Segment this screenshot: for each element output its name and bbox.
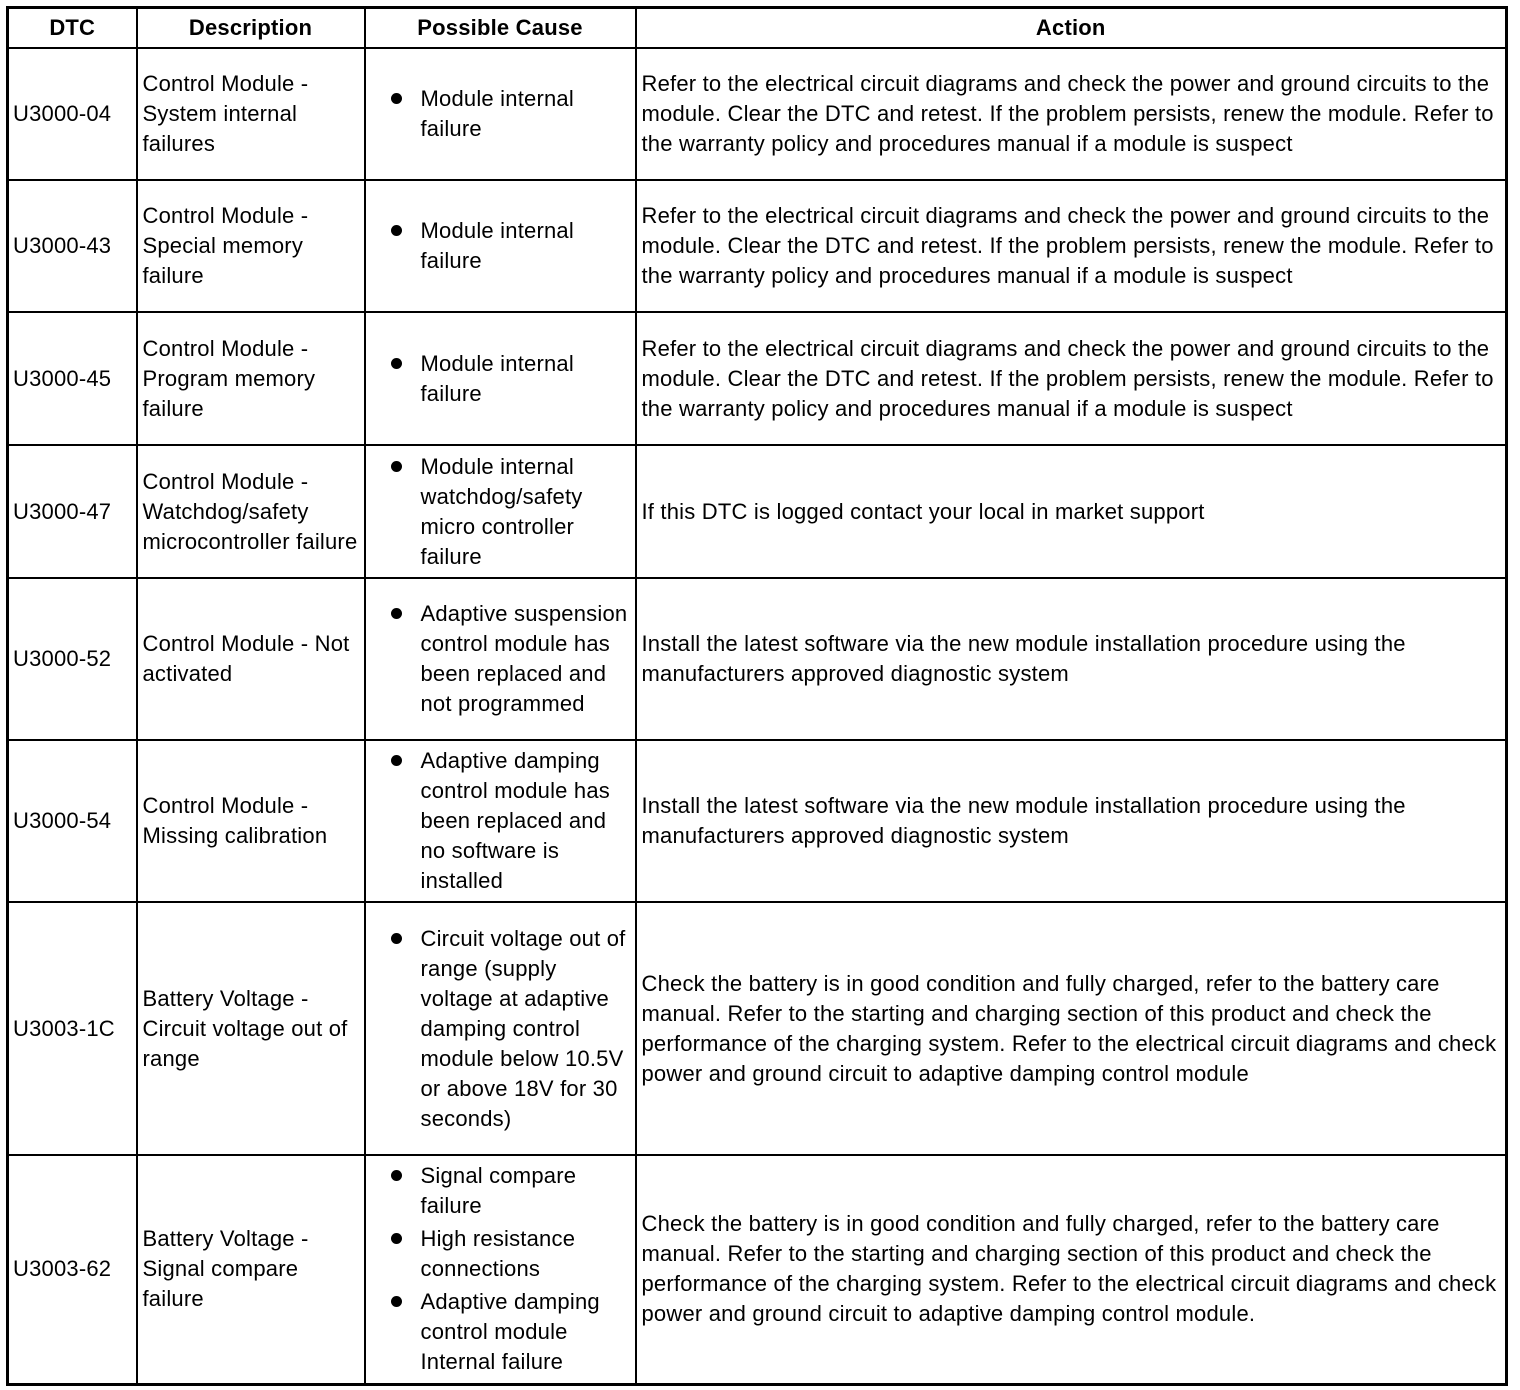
cause-list bbox=[371, 349, 630, 409]
dtc-table bbox=[6, 6, 1508, 1386]
action-cell: Refer to the electrical circuit diagrams and check the power and ground circuits to the module. Clear the DTC and retest. If the problem persists, renew the module. Refer to the warranty policy and procedures manual if a module is suspect bbox=[636, 312, 1507, 445]
bullet-icon bbox=[391, 1170, 402, 1181]
table-row bbox=[8, 180, 1507, 312]
cause-list bbox=[371, 746, 630, 896]
possible-cause-cell bbox=[365, 578, 636, 740]
possible-cause-cell bbox=[365, 445, 636, 578]
bullet-icon bbox=[391, 1296, 402, 1307]
dtc-cell: U3003-62 bbox=[8, 1155, 137, 1384]
header-possible-cause: Possible Cause bbox=[365, 8, 636, 49]
cause-item bbox=[371, 1224, 630, 1284]
action-cell: Check the battery is in good condition and fully charged, refer to the battery care manual. Refer to the starting and charging section of this product and check the performance of the charging system. Refer to the electrical circuit diagrams and check power and ground circuit to adaptive damping control module bbox=[636, 902, 1507, 1155]
bullet-icon bbox=[391, 93, 402, 104]
cause-text: Adaptive suspension control module has been replaced and not programmed bbox=[420, 601, 628, 716]
table-row bbox=[8, 740, 1507, 902]
cause-text: Adaptive damping control module has been replaced and no software is installed bbox=[420, 748, 610, 893]
cause-text: Module internal failure bbox=[420, 350, 574, 406]
header-action: Action bbox=[636, 8, 1507, 49]
dtc-cell: U3000-47 bbox=[8, 445, 137, 578]
action-cell: Refer to the electrical circuit diagrams and check the power and ground circuits to the module. Clear the DTC and retest. If the problem persists, renew the module. Refer to the warranty policy and procedures manual if a module is suspect bbox=[636, 180, 1507, 312]
bullet-icon bbox=[391, 461, 402, 472]
action-cell: Refer to the electrical circuit diagrams and check the power and ground circuits to the module. Clear the DTC and retest. If the problem persists, renew the module. Refer to the warranty policy and procedures manual if a module is suspect bbox=[636, 48, 1507, 180]
dtc-cell: U3000-43 bbox=[8, 180, 137, 312]
table-row bbox=[8, 48, 1507, 180]
cause-list bbox=[371, 452, 630, 572]
cause-item bbox=[371, 924, 630, 1134]
bullet-icon bbox=[391, 755, 402, 766]
cause-list bbox=[371, 84, 630, 144]
cause-item bbox=[371, 216, 630, 276]
cause-item bbox=[371, 1161, 630, 1221]
table-row bbox=[8, 902, 1507, 1155]
bullet-icon bbox=[391, 358, 402, 369]
possible-cause-cell bbox=[365, 312, 636, 445]
possible-cause-cell bbox=[365, 48, 636, 180]
action-cell: If this DTC is logged contact your local in market support bbox=[636, 445, 1507, 578]
cause-list bbox=[371, 599, 630, 719]
table-body bbox=[8, 48, 1507, 1384]
cause-list bbox=[371, 1161, 630, 1377]
cause-text: Module internal watchdog/safety micro controller failure bbox=[420, 453, 583, 569]
bullet-icon bbox=[391, 1233, 402, 1244]
possible-cause-cell bbox=[365, 1155, 636, 1384]
description-cell: Control Module - Missing calibration bbox=[137, 740, 365, 902]
cause-item bbox=[371, 1287, 630, 1377]
description-cell: Control Module - Not activated bbox=[137, 578, 365, 740]
table-row bbox=[8, 1155, 1507, 1384]
cause-text: Circuit voltage out of range (supply voltage at adaptive damping control module below 10.5V or above 18V for 30 seconds) bbox=[420, 925, 626, 1131]
description-cell: Control Module - Watchdog/safety microcontroller failure bbox=[137, 445, 365, 578]
dtc-cell: U3003-1C bbox=[8, 902, 137, 1155]
cause-list bbox=[371, 924, 630, 1134]
possible-cause-cell bbox=[365, 180, 636, 312]
action-cell: Install the latest software via the new module installation procedure using the manufacturers approved diagnostic system bbox=[636, 578, 1507, 740]
possible-cause-cell bbox=[365, 902, 636, 1155]
cause-text: High resistance connections bbox=[420, 1226, 576, 1282]
cause-text: Adaptive damping control module Internal failure bbox=[420, 1289, 600, 1375]
cause-item bbox=[371, 349, 630, 409]
cause-item bbox=[371, 452, 630, 572]
cause-item bbox=[371, 599, 630, 719]
cause-text: Module internal failure bbox=[420, 86, 574, 141]
dtc-cell: U3000-52 bbox=[8, 578, 137, 740]
header-dtc: DTC bbox=[8, 8, 137, 49]
description-cell: Battery Voltage - Signal compare failure bbox=[137, 1155, 365, 1384]
table-row bbox=[8, 445, 1507, 578]
table-row bbox=[8, 578, 1507, 740]
bullet-icon bbox=[391, 608, 402, 619]
action-cell: Check the battery is in good condition and fully charged, refer to the battery care manual. Refer to the starting and charging section of this product and check the performance of the charging system. Refer to the electrical circuit diagrams and check power and ground circuit to adaptive damping control module. bbox=[636, 1155, 1507, 1384]
dtc-cell: U3000-45 bbox=[8, 312, 137, 445]
dtc-cell: U3000-04 bbox=[8, 48, 137, 180]
header-row bbox=[8, 8, 1507, 49]
cause-text: Signal compare failure bbox=[420, 1163, 577, 1219]
description-cell: Control Module - Special memory failure bbox=[137, 180, 365, 312]
bullet-icon bbox=[391, 225, 402, 236]
cause-item bbox=[371, 84, 630, 144]
description-cell: Control Module - System internal failures bbox=[137, 48, 365, 180]
possible-cause-cell bbox=[365, 740, 636, 902]
description-cell: Battery Voltage - Circuit voltage out of range bbox=[137, 902, 365, 1155]
dtc-cell: U3000-54 bbox=[8, 740, 137, 902]
bullet-icon bbox=[391, 933, 402, 944]
cause-text: Module internal failure bbox=[420, 218, 574, 273]
description-cell: Control Module - Program memory failure bbox=[137, 312, 365, 445]
header-description: Description bbox=[137, 8, 365, 49]
table-row bbox=[8, 312, 1507, 445]
cause-list bbox=[371, 216, 630, 276]
action-cell: Install the latest software via the new module installation procedure using the manufacturers approved diagnostic system bbox=[636, 740, 1507, 902]
cause-item bbox=[371, 746, 630, 896]
